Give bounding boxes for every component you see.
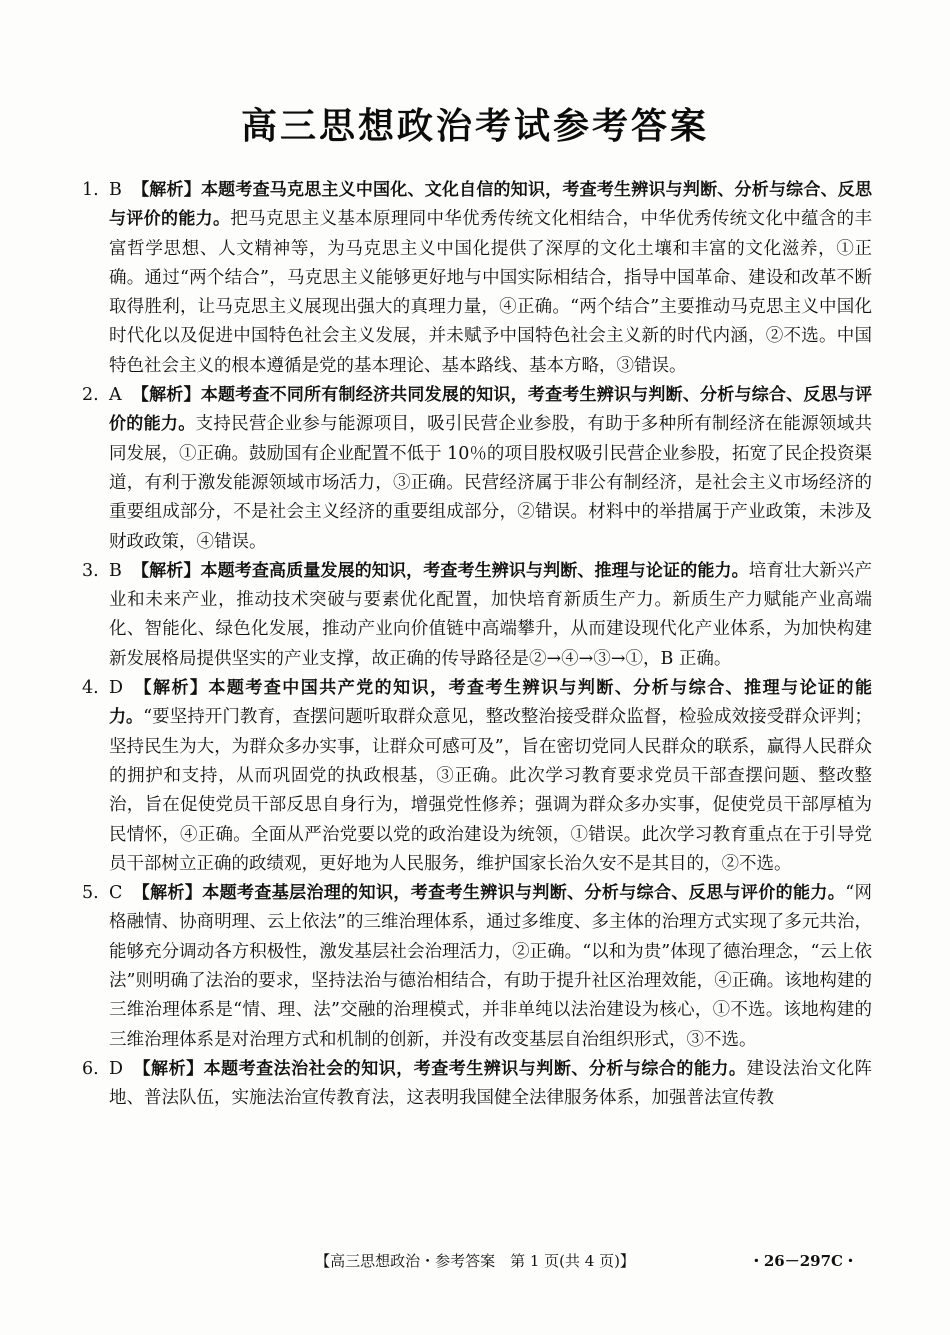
question-3 <box>82 557 872 674</box>
footer-code: ・26－297C・ <box>748 1252 858 1270</box>
question-number: 1. <box>82 180 99 200</box>
analysis-lead: 本题考查基层治理的知识，考查考生辨识与判断、分析与综合、反思与评价的能力。 <box>202 883 846 904</box>
analysis-lead: 本题考查中国共产党的知识，考查考生辨识与判断、分析与综合、推理与论证的能力。 <box>109 678 873 728</box>
analysis-body: 建设法治文化阵地、普法队伍，实施法治宣传教育法，这表明我国健全法律服务体系，加强普法宣传教 <box>109 1058 873 1109</box>
analysis-tag: 【解析】 <box>131 180 201 200</box>
answer-letter: B <box>109 180 122 200</box>
analysis-lead: 本题考查高质量发展的知识，考查考生辨识与判断、推理与论证的能力。 <box>200 560 749 581</box>
answer-letter: C <box>109 883 123 904</box>
footer-page-info: 【高三思想政治・参考答案 第 1 页(共 4 页)】 <box>315 1252 635 1270</box>
analysis-body: 培育壮大新兴产业和未来产业，推动技术突破与要素优化配置，加快培育新质生产力。新质生产力赋能产业高端化、智能化、绿色化发展，推动产业向价值链中高端攀升，从而建设现代化产业体系，为加快构建新发展格局提供坚实的产业支撑，故正确的传导路径是②→④→③→①，B 正确。 <box>109 560 873 669</box>
analysis-tag: 【解析】 <box>132 883 203 904</box>
analysis-tag: 【解析】 <box>131 560 201 581</box>
answer-letter: D <box>109 1058 124 1079</box>
question-5 <box>82 879 872 1055</box>
analysis-lead: 本题考查不同所有制经济共同发展的知识，考查考生辨识与判断、分析与综合、反思与评价的能力。 <box>109 385 873 435</box>
analysis-lead: 本题考查法治社会的知识，考查考生辨识与判断、分析与综合的能力。 <box>203 1058 747 1079</box>
answer-letter: A <box>109 385 122 406</box>
answer-letter: B <box>109 560 122 581</box>
question-1 <box>82 176 872 381</box>
question-6 <box>82 1055 872 1114</box>
analysis-body: 把马克思主义基本原理同中华优秀传统文化相结合，中华优秀传统文化中蕴含的丰富哲学思想、人文精神等，为马克思主义中国化提供了深厚的文化土壤和丰富的文化滋养，①正确。通过“两个结合”，马克思主义能够更好地与中国实际相结合，指导中国革命、建设和改革不断取得胜利，让马克思主义展现出强大的真理力量，④正确。“两个结合”主要推动马克思主义中国化时代化以及促进中国特色社会主义发展，并未赋予中国特色社会主义新的时代内涵，②不选。中国特色社会主义的根本遵循是党的基本理论、基本路线、基本方略，③错误。 <box>109 209 873 376</box>
analysis-lead: 本题考查马克思主义中国化、文化自信的知识，考查考生辨识与判断、分析与综合、反思与评价的能力。 <box>109 180 872 230</box>
analysis-body: 支持民营企业参与能源项目，吸引民营企业参股，有助于多种所有制经济在能源领域共同发展，①正确。鼓励国有企业配置不低于 10％的项目股权吸引民营企业参股，拓宽了民企投资渠道，有利于激发能源领域市场活力，③正确。民营经济属于非公有制经济，是社会主义市场经济的重要组成部分，不是社会主义经济的重要组成部分，②错误。材料中的举措属于产业政策，未涉及财政政策，④错误。 <box>109 414 873 552</box>
answer-letter: D <box>109 678 124 699</box>
page-footer <box>0 1250 950 1274</box>
page-title: 高三思想政治考试参考答案 <box>240 106 709 147</box>
question-number: 6. <box>82 1058 99 1079</box>
analysis-body: “要坚持开门教育，查摆问题听取群众意见，整改整治接受群众监督，检验成效接受群众评判；坚持民生为大，为群众多办实事，让群众可感可及”，旨在密切党同人民群众的联系，赢得人民群众的拥护和支持，从而巩固党的执政根基，③正确。此次学习教育要求党员干部查摆问题、整改整治，旨在促使党员干部反思自身行为，增强党性修养；强调为群众多办实事，促使党员干部厚植为民情怀，④正确。全面从严治党要以党的政治建设为统领，①错误。此次学习教育重点在于引导党员干部树立正确的政绩观，更好地为人民服务，维护国家长治久安不是其目的，②不选。 <box>109 707 872 874</box>
question-4 <box>82 674 872 879</box>
answer-list <box>82 176 872 1114</box>
question-number: 5. <box>82 883 99 904</box>
analysis-tag: 【解析】 <box>133 1058 204 1079</box>
analysis-tag: 【解析】 <box>133 678 209 699</box>
analysis-body: “网格融情、协商明理、云上依法”的三维治理体系，通过多维度、多主体的治理方式实现了多元共治，能够充分调动各方积极性，激发基层社会治理活力，②正确。“以和为贵”体现了德治理念，“云上依法”则明确了法治的要求，坚持法治与德治相结合，有助于提升社区治理效能，④正确。该地构建的三维治理体系是“情、理、法”交融的治理模式，并非单纯以法治建设为核心，①不选。该地构建的三维治理体系是对治理方式和机制的创新，并没有改变基层自治组织形式，③不选。 <box>109 883 873 1050</box>
question-number: 2. <box>82 385 99 406</box>
question-number: 4. <box>82 678 99 699</box>
analysis-tag: 【解析】 <box>131 385 201 406</box>
question-number: 3. <box>82 560 99 581</box>
question-2 <box>82 381 872 557</box>
